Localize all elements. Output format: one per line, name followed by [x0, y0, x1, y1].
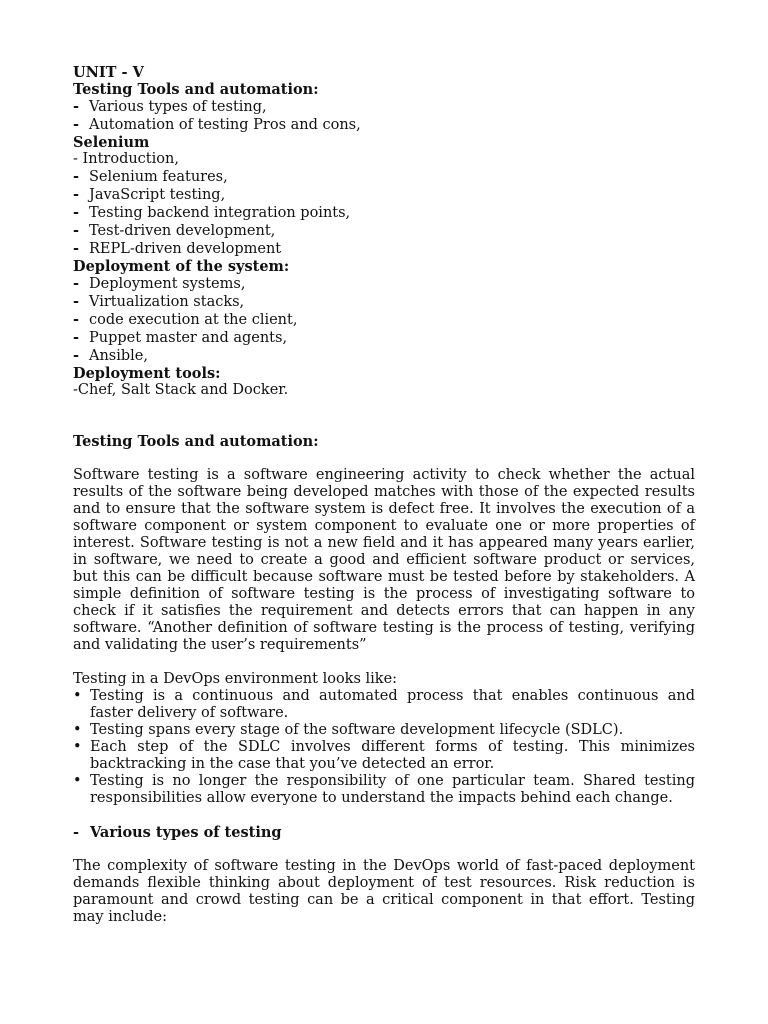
- outline-section-tools-title: Deployment tools:: [73, 365, 221, 382]
- outline-tools-text: -Chef, Salt Stack and Docker.: [73, 382, 289, 398]
- outline-item: - Deployment systems,: [73, 275, 246, 292]
- spacer: [73, 399, 695, 433]
- outline-item: - code execution at the client,: [73, 311, 298, 328]
- list-item: • Testing spans every stage of the software development lifecycle (SDLC).: [73, 722, 624, 738]
- outline-item: - Virtualization stacks,: [73, 293, 245, 310]
- outline-item: - Various types of testing,: [73, 98, 267, 115]
- devops-bullet-list: [73, 688, 695, 807]
- outline-item: - Puppet master and agents,: [73, 329, 288, 346]
- devops-intro: Testing in a DevOps environment looks like:: [73, 671, 398, 687]
- dash-bullet: -: [73, 311, 80, 328]
- document-page: [73, 64, 695, 926]
- list-item: • Each step of the SDLC involves different forms of testing. This minimizes backtracking in the case that you’ve detected an error.: [73, 739, 695, 772]
- dash-bullet: -: [73, 204, 80, 221]
- spacer: [73, 450, 695, 467]
- dash-bullet: -: [73, 98, 80, 115]
- paragraph-definition: Software testing is a software engineering activity to check whether the actual results of the software being developed matches with those of the expected results and to ensure that the software system is defect free. It involves the execution of a software component or system component to evaluate one or more properties of interest. Software testing is not a new field and it has appeared many years earlier, in software, we need to create a good and efficient software product or services, but this can be difficult because software must be tested before by stakeholders. A simple definition of software testing is the process of investigating software to check if it satisfies the requirement and detects errors that can happen in any software. “Another definition of software testing is the process of testing, verifying and validating the user’s requirements”: [73, 467, 695, 653]
- bullet-icon: •: [73, 722, 82, 738]
- dash-bullet: -: [73, 116, 80, 133]
- spacer: [73, 654, 695, 671]
- list-item: • Testing is no longer the responsibility of one particular team. Shared testing responsibilities allow everyone to understand the impacts behind each change.: [73, 773, 695, 806]
- dash-bullet: -: [73, 275, 80, 292]
- bullet-icon: •: [73, 773, 82, 789]
- unit-title: UNIT - V: [73, 64, 144, 81]
- dash-bullet: -: [73, 293, 80, 310]
- outline-item: - REPL-driven development: [73, 240, 282, 257]
- dash-bullet: -: [73, 329, 80, 346]
- dash-bullet: -: [73, 824, 80, 841]
- outline-item: - Test-driven development,: [73, 222, 276, 239]
- list-item: • Testing is a continuous and automated process that enables continuous and faster delivery of software.: [73, 688, 695, 721]
- dash-bullet: -: [73, 347, 80, 364]
- outline-item: - Testing backend integration points,: [73, 204, 351, 221]
- outline-section-testing-title: Testing Tools and automation:: [73, 81, 319, 98]
- dash-bullet: -: [73, 168, 80, 185]
- bullet-icon: •: [73, 688, 82, 704]
- spacer: [73, 841, 695, 858]
- outline-section-deployment-title: Deployment of the system:: [73, 258, 290, 275]
- outline-item: - JavaScript testing,: [73, 186, 226, 203]
- outline-item-intro: - Introduction,: [73, 151, 179, 167]
- spacer: [73, 807, 695, 824]
- paragraph-complexity: The complexity of software testing in the DevOps world of fast-paced deployment demands flexible thinking about deployment of test resources. Risk reduction is paramount and crowd testing can be a critical component in that effort. Testing may include:: [73, 858, 695, 925]
- bullet-icon: •: [73, 739, 82, 755]
- types-heading: - Various types of testing: [73, 824, 282, 841]
- outline-item: - Automation of testing Pros and cons,: [73, 116, 361, 133]
- outline-item: - Ansible,: [73, 347, 148, 364]
- outline-section-selenium-title: Selenium: [73, 134, 150, 151]
- body-heading: Testing Tools and automation:: [73, 433, 319, 450]
- dash-bullet: -: [73, 222, 80, 239]
- dash-bullet: -: [73, 240, 80, 257]
- dash-bullet: -: [73, 186, 80, 203]
- outline-item: - Selenium features,: [73, 168, 228, 185]
